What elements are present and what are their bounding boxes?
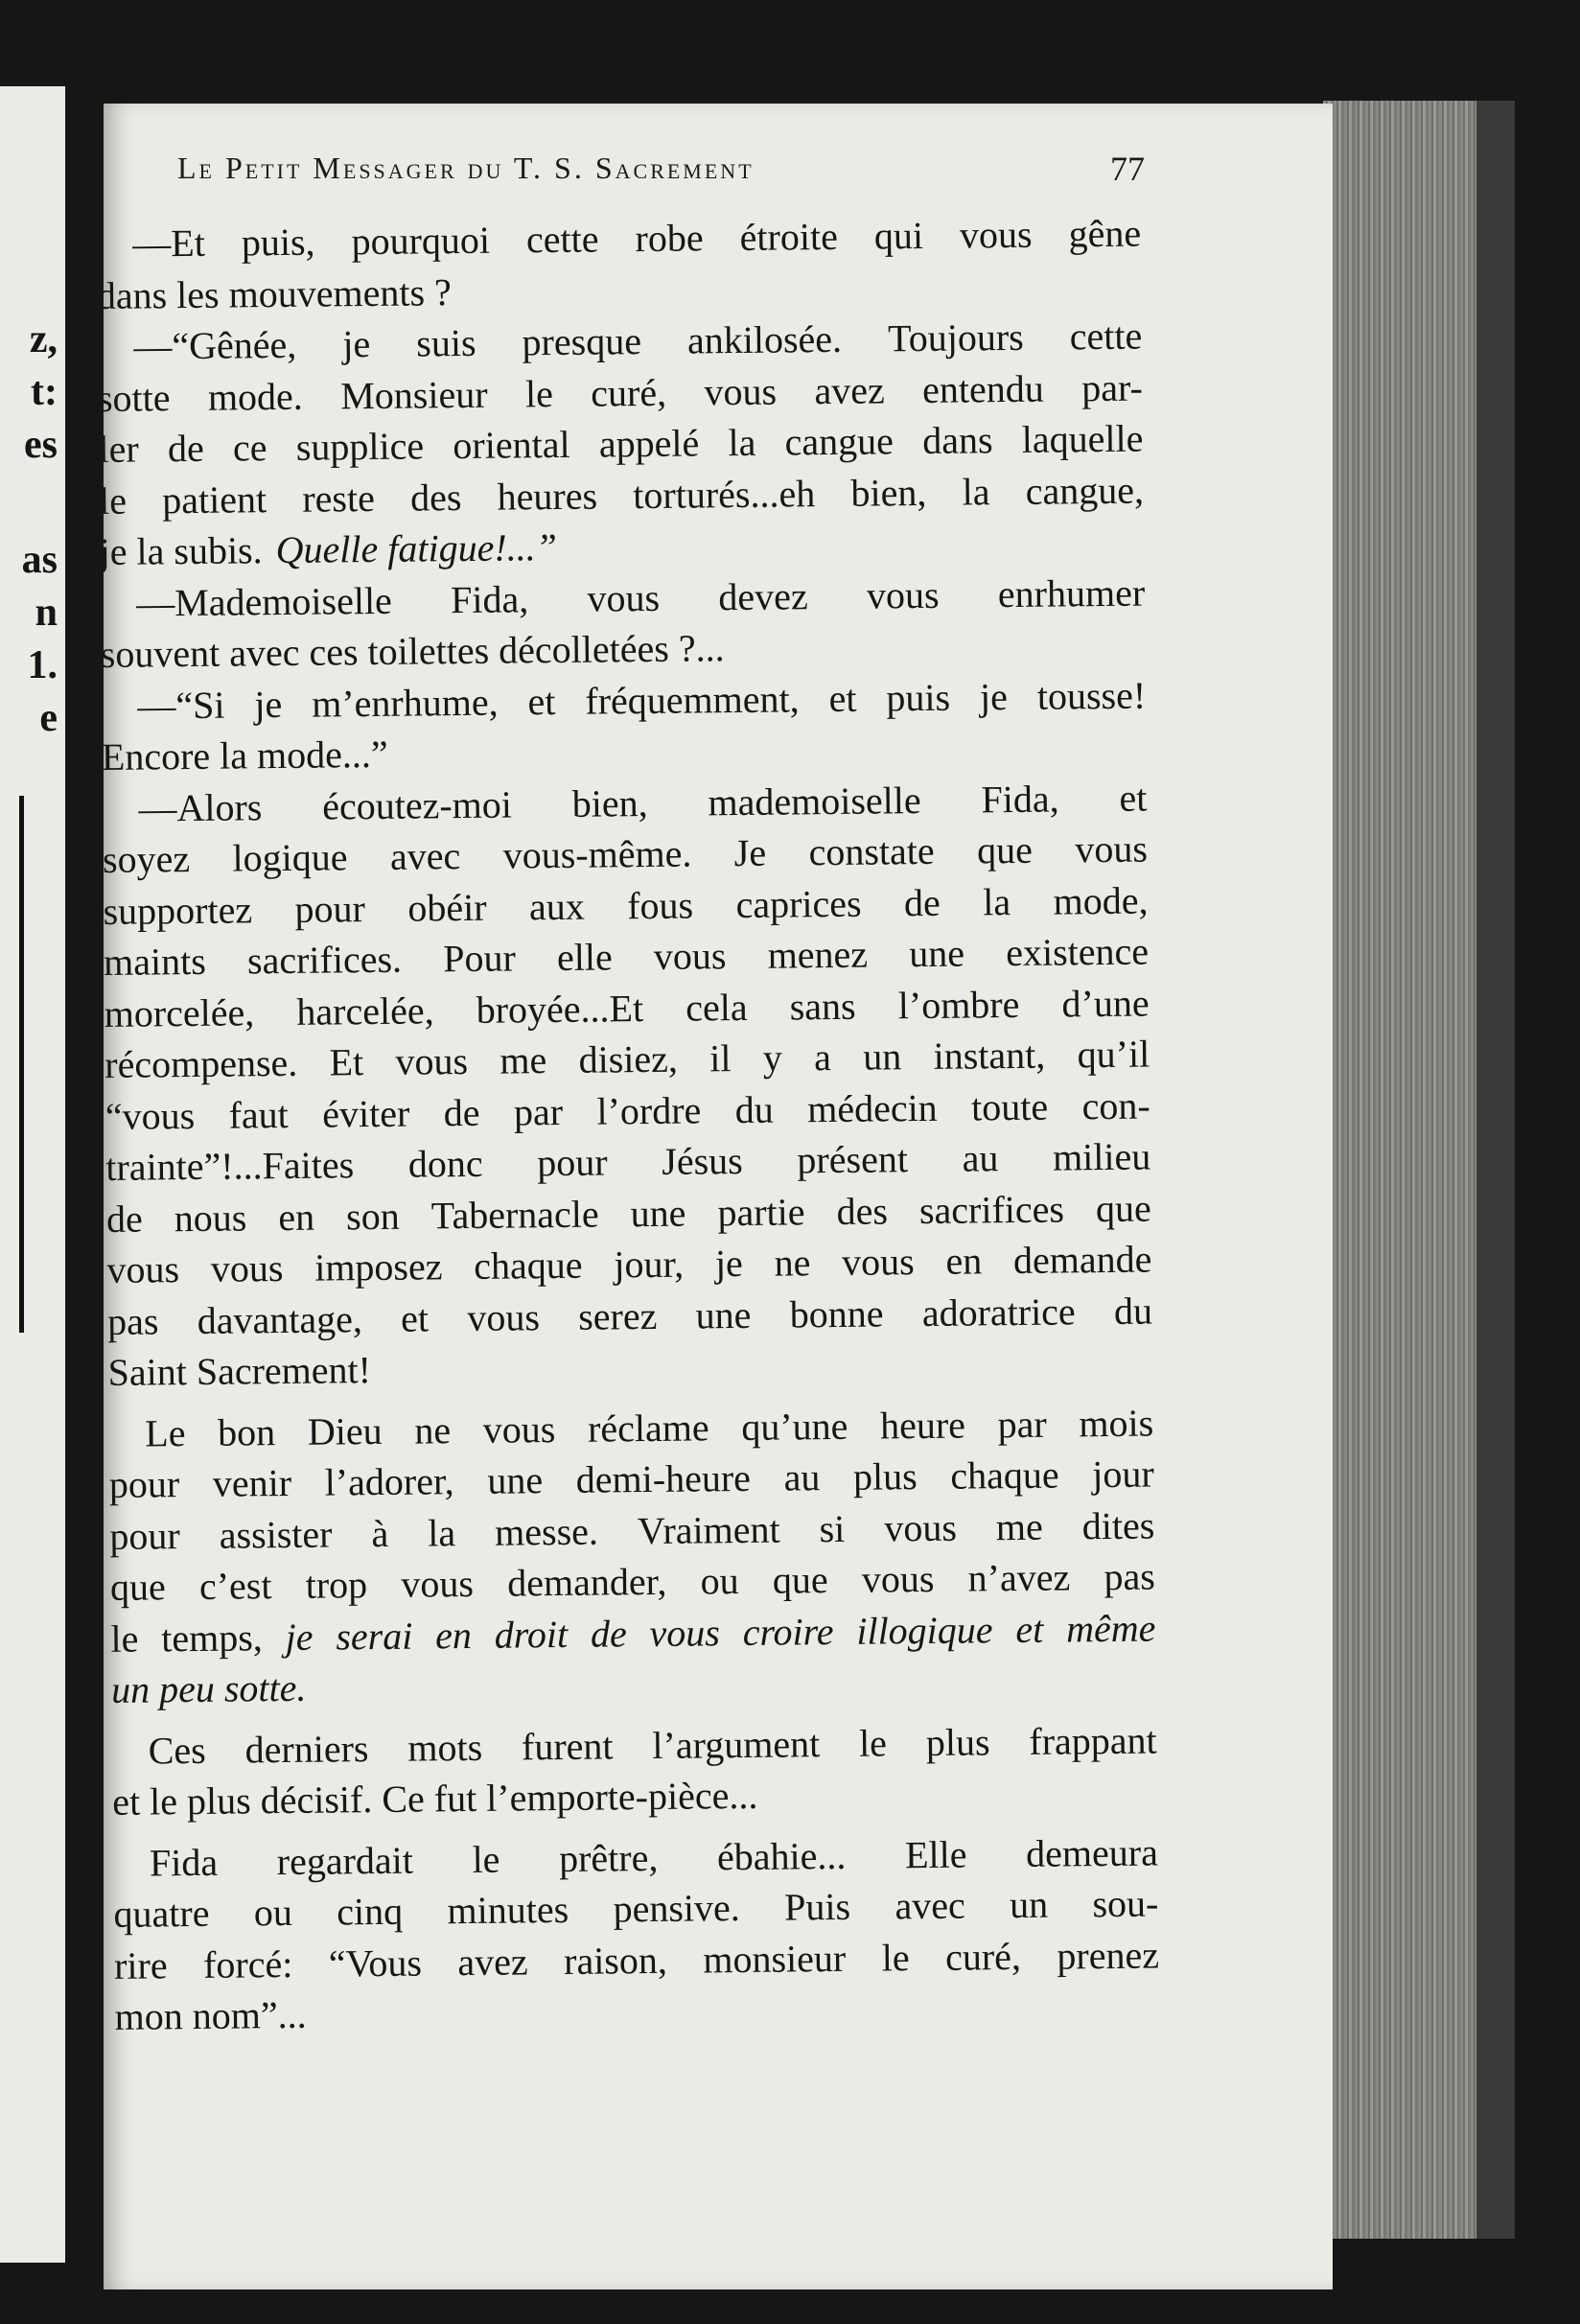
word: bonne — [789, 1290, 884, 1336]
word: pour — [108, 1462, 180, 1506]
word: partie — [717, 1189, 805, 1234]
word: ce — [232, 426, 267, 470]
word: Monsieur — [339, 372, 488, 417]
word: qu’il — [1077, 1032, 1150, 1077]
word: une — [487, 1458, 544, 1502]
word: la — [962, 469, 990, 514]
word: harcelée, — [296, 988, 434, 1034]
word: mots — [407, 1725, 483, 1770]
word: Vraiment — [637, 1507, 780, 1552]
italic-word: même — [1065, 1606, 1156, 1650]
word: Je — [733, 830, 767, 875]
word: ne — [774, 1241, 811, 1285]
word: obéir — [407, 885, 487, 930]
line-text: souvent avec ces toilettes décolletées ?... — [100, 626, 725, 676]
word: à — [371, 1511, 389, 1555]
word: médecin — [806, 1085, 938, 1130]
word: des — [409, 475, 462, 520]
word: avec — [895, 1883, 965, 1928]
word: ou — [253, 1890, 293, 1935]
word: derniers — [244, 1726, 369, 1771]
word: pas — [1104, 1554, 1156, 1599]
previous-page-fragment: as — [21, 538, 58, 582]
word: mode, — [1053, 878, 1149, 923]
word: au — [783, 1455, 821, 1499]
word: menez — [767, 932, 869, 977]
word: l’ordre — [596, 1087, 702, 1133]
word: enrhumer — [997, 570, 1146, 616]
word: la — [428, 1510, 456, 1554]
word: tousse! — [1036, 673, 1147, 718]
word: ler — [98, 427, 139, 471]
word: le — [472, 1837, 500, 1881]
text-line — [107, 1336, 1153, 1399]
word: un — [863, 1034, 902, 1079]
word: et — [527, 679, 556, 723]
word: bien, — [850, 470, 927, 515]
word: vous — [1075, 826, 1149, 872]
word: que — [1095, 1186, 1151, 1230]
word: pour — [109, 1513, 180, 1558]
word: que — [772, 1558, 828, 1602]
word: messe. — [494, 1509, 599, 1554]
word: mois — [1079, 1401, 1154, 1445]
previous-page-rule — [0, 796, 24, 1333]
word: ankilosée. — [686, 316, 843, 362]
word: “vous — [105, 1093, 196, 1138]
word: chaque — [950, 1452, 1059, 1498]
text-line — [114, 1980, 1160, 2042]
word: adoratrice — [921, 1289, 1076, 1335]
word: fréquemment, — [585, 676, 800, 723]
word: avez — [457, 1939, 528, 1984]
word: robe — [635, 216, 704, 261]
word: reste — [302, 476, 376, 521]
word: vous — [884, 1505, 958, 1549]
word: qu’une — [741, 1404, 848, 1449]
word: con- — [1081, 1083, 1150, 1127]
word: et — [400, 1295, 430, 1340]
word: récompense. — [105, 1040, 298, 1086]
word: je — [342, 322, 371, 366]
word: demande — [1012, 1237, 1152, 1283]
word: un — [1009, 1882, 1049, 1927]
word: c’est — [198, 1564, 272, 1608]
book-page-edges — [1323, 101, 1515, 2239]
previous-page-fragment: n — [35, 591, 58, 635]
word: dans — [921, 418, 993, 462]
word: la — [983, 879, 1011, 923]
word: le — [881, 1935, 910, 1980]
word: pour — [294, 886, 366, 931]
word: minutes — [447, 1887, 569, 1933]
word: logique — [232, 835, 348, 880]
word: sacrifices — [918, 1186, 1065, 1232]
word: de — [903, 880, 941, 924]
word: que — [976, 827, 1034, 872]
word: demander, — [506, 1559, 667, 1605]
line-text: dans les mouvements ? — [96, 269, 452, 317]
word: en — [945, 1239, 983, 1283]
word: vous — [210, 1246, 284, 1290]
word: cela — [685, 985, 748, 1030]
word: une — [695, 1292, 752, 1337]
word: vous — [653, 934, 727, 978]
word: le — [524, 371, 554, 415]
page-number: 77 — [1110, 150, 1145, 188]
word: venir — [212, 1460, 292, 1505]
word: la — [728, 420, 756, 465]
word: vous-même. — [502, 831, 692, 877]
word: existence — [1005, 929, 1150, 975]
word: sans — [789, 984, 856, 1028]
word: suis — [416, 320, 476, 365]
word: —Mademoiselle — [135, 578, 393, 625]
running-head: Le Petit Messager du T. S. Sacrement — [177, 151, 755, 185]
word: curé, — [591, 370, 667, 415]
word: milieu — [1052, 1134, 1151, 1179]
word: et — [828, 676, 857, 720]
word: bien, — [571, 780, 648, 825]
word: cette — [525, 217, 599, 262]
word: Toujours — [887, 314, 1024, 360]
word: éviter — [321, 1091, 410, 1136]
word: Et — [329, 1040, 364, 1084]
word: l’argument — [652, 1721, 821, 1767]
text-line — [106, 1182, 1152, 1244]
word: laquelle — [1021, 416, 1144, 461]
word: heure — [879, 1403, 966, 1448]
word: vous — [861, 1556, 935, 1601]
word: avez — [814, 367, 885, 412]
text-line — [114, 1929, 1160, 1991]
word: ne — [414, 1407, 452, 1452]
word: trop — [305, 1563, 368, 1607]
word: présent — [797, 1137, 909, 1182]
word: cinq — [337, 1889, 404, 1934]
word: vous — [106, 1247, 180, 1291]
word: morcelée, — [104, 989, 255, 1035]
word: jour, — [614, 1242, 685, 1287]
word: entendu — [921, 366, 1045, 411]
word: m’enrhume, — [311, 680, 499, 726]
word: regardait — [276, 1838, 414, 1883]
text-line — [99, 464, 1145, 526]
word: de — [443, 1090, 480, 1134]
word: une — [909, 931, 965, 976]
word: presque — [522, 319, 642, 364]
word: des — [836, 1188, 889, 1233]
word: Tabernacle — [430, 1192, 599, 1237]
word: puis — [886, 675, 951, 719]
word: vous — [841, 1240, 915, 1284]
word: —Alors — [138, 784, 263, 830]
previous-page-fragment: 1. — [27, 643, 58, 687]
word: “Vous — [328, 1941, 423, 1986]
word: vous — [587, 575, 661, 620]
text-line — [110, 1551, 1156, 1614]
word: demi-heure — [575, 1455, 752, 1501]
word: que — [109, 1565, 166, 1609]
word: une — [630, 1191, 686, 1235]
word: plus — [852, 1454, 918, 1499]
word: sotte — [97, 375, 171, 420]
italic-text: Quelle fatigue!...” — [275, 524, 558, 572]
previous-page-fragment: t: — [31, 370, 58, 414]
word: plus — [925, 1719, 990, 1764]
word: l’ombre — [897, 982, 1020, 1027]
word: appelé — [598, 421, 700, 466]
italic-text: un peu sotte. — [110, 1665, 307, 1711]
word: vous — [395, 1038, 469, 1083]
word: du — [734, 1087, 774, 1131]
word: avec — [389, 834, 461, 878]
italic-word: de — [590, 1611, 627, 1656]
word: soyez — [102, 837, 191, 881]
word: cette — [1069, 314, 1143, 359]
italic-word: illogique — [856, 1607, 993, 1653]
word: de — [167, 426, 204, 471]
word: son — [345, 1194, 400, 1238]
word: par — [513, 1089, 564, 1133]
word: caprices — [735, 881, 862, 926]
word: l’adorer, — [324, 1459, 454, 1504]
word: vous — [401, 1561, 475, 1606]
word: au — [962, 1136, 999, 1180]
word: disiez, — [578, 1036, 679, 1081]
word: instant, — [933, 1033, 1046, 1078]
line-text: mon nom”... — [114, 1992, 307, 2038]
previous-page-fragment: es — [24, 423, 58, 467]
previous-page-fragment: e — [39, 696, 58, 740]
italic-word: je — [285, 1615, 314, 1659]
word: faut — [228, 1092, 289, 1137]
italic-word: en — [434, 1613, 473, 1657]
italic-word: serai — [336, 1614, 413, 1658]
italic-word: et — [1015, 1607, 1044, 1651]
word: forcé: — [202, 1941, 293, 1987]
italic-word: croire — [742, 1609, 834, 1654]
text-line — [107, 1285, 1153, 1347]
word: sou- — [1092, 1881, 1159, 1926]
word: torturés...eh — [633, 471, 816, 517]
word: —“Si — [137, 683, 225, 728]
body-text — [96, 208, 1160, 2043]
word: qui — [873, 213, 924, 258]
word: cangue, — [1025, 468, 1145, 513]
word: Jésus — [662, 1138, 743, 1183]
word: pourquoi — [351, 218, 491, 264]
word: le — [98, 478, 128, 523]
word: le — [858, 1720, 888, 1765]
word: sacrifices. — [246, 937, 403, 983]
italic-word: droit — [494, 1612, 569, 1657]
word: heures — [497, 474, 598, 519]
word: maints — [103, 939, 207, 984]
word: pour — [537, 1140, 608, 1185]
text-line — [103, 874, 1149, 937]
word: assister — [219, 1511, 333, 1557]
word: me — [500, 1038, 547, 1082]
text-line — [96, 208, 1142, 270]
word: de — [105, 1197, 143, 1241]
word: si — [819, 1506, 846, 1550]
word: patient — [161, 476, 267, 522]
word: donc — [407, 1141, 483, 1186]
word: il — [709, 1036, 732, 1081]
word: curé, — [944, 1934, 1022, 1979]
word: Fida — [149, 1840, 219, 1885]
text-line — [111, 1654, 1157, 1716]
word: supportez — [103, 887, 253, 933]
word: trainte”!...Faites — [105, 1143, 355, 1189]
word: Ces — [148, 1728, 206, 1773]
word: broyée...Et — [476, 986, 644, 1032]
word: davantage, — [197, 1296, 363, 1342]
word: toute — [970, 1084, 1049, 1128]
text-line — [112, 1765, 1158, 1827]
word: vous — [959, 212, 1033, 257]
word: je — [714, 1241, 744, 1286]
word: par — [997, 1402, 1047, 1446]
word: bon — [217, 1409, 276, 1454]
word: cangue — [784, 419, 895, 464]
word: Fida, — [450, 576, 529, 621]
word: Puis — [783, 1884, 851, 1929]
italic-word: vous — [649, 1610, 721, 1655]
line-text: je la subis. — [99, 528, 263, 573]
word: par- — [1080, 365, 1144, 409]
word: Pour — [442, 936, 517, 981]
word: imposez — [314, 1244, 443, 1290]
word: vous — [866, 572, 940, 617]
word: vous — [704, 369, 778, 413]
text-line — [101, 669, 1147, 732]
word: et — [1119, 776, 1148, 820]
word: en — [278, 1195, 315, 1239]
word: a — [813, 1035, 832, 1080]
line-text: et le plus décisif. Ce fut l’emporte-pièce... — [112, 1773, 758, 1824]
word: fous — [626, 883, 694, 927]
word: constate — [808, 828, 935, 874]
word: monsieur — [703, 1936, 847, 1981]
word: ou — [700, 1559, 739, 1603]
word: Dieu — [307, 1408, 383, 1453]
word: jour — [1092, 1452, 1154, 1497]
word: chaque — [474, 1243, 583, 1288]
line-text: Encore la mode...” — [101, 732, 388, 779]
word: Elle — [904, 1832, 967, 1876]
word: frappant — [1029, 1717, 1157, 1763]
word: vous — [482, 1406, 556, 1452]
previous-page-fragment: z, — [29, 317, 58, 361]
word: réclame — [587, 1405, 709, 1451]
word: temps, — [160, 1615, 264, 1660]
word: demeura — [1025, 1829, 1159, 1875]
word: dites — [1081, 1503, 1155, 1547]
word: pas — [106, 1298, 159, 1343]
word: oriental — [453, 422, 570, 468]
word: étroite — [739, 214, 839, 259]
word: elle — [556, 935, 613, 980]
word: vous — [467, 1294, 541, 1339]
word: je — [979, 674, 1009, 718]
word: me — [995, 1504, 1043, 1548]
word: d’une — [1061, 981, 1150, 1025]
word: supplice — [295, 424, 425, 469]
word: puis, — [241, 220, 315, 265]
word: serez — [577, 1293, 658, 1338]
word: devez — [718, 573, 808, 618]
word: raison, — [563, 1938, 668, 1983]
word: nous — [174, 1195, 247, 1240]
word: —“Gênée, — [133, 322, 297, 368]
word: mode. — [207, 374, 304, 419]
word: n’avez — [967, 1555, 1071, 1600]
word: je — [254, 682, 283, 726]
word: —Et — [132, 221, 206, 266]
word: rire — [113, 1942, 168, 1987]
word: Le — [145, 1410, 186, 1455]
word: y — [762, 1035, 783, 1080]
word: écoutez-moi — [321, 781, 513, 828]
word: prenez — [1057, 1932, 1160, 1978]
word: prêtre, — [558, 1835, 659, 1880]
word: quatre — [113, 1891, 210, 1936]
word: ébahie... — [716, 1833, 847, 1878]
word: aux — [528, 884, 585, 928]
word: pensive. — [613, 1886, 740, 1931]
word: le — [110, 1616, 139, 1661]
word: furent — [521, 1723, 614, 1768]
line-text: Saint Sacrement! — [107, 1348, 372, 1394]
word: gêne — [1068, 211, 1142, 256]
word: du — [1113, 1289, 1153, 1333]
word: mademoiselle — [708, 778, 921, 824]
word: Fida, — [981, 777, 1059, 821]
